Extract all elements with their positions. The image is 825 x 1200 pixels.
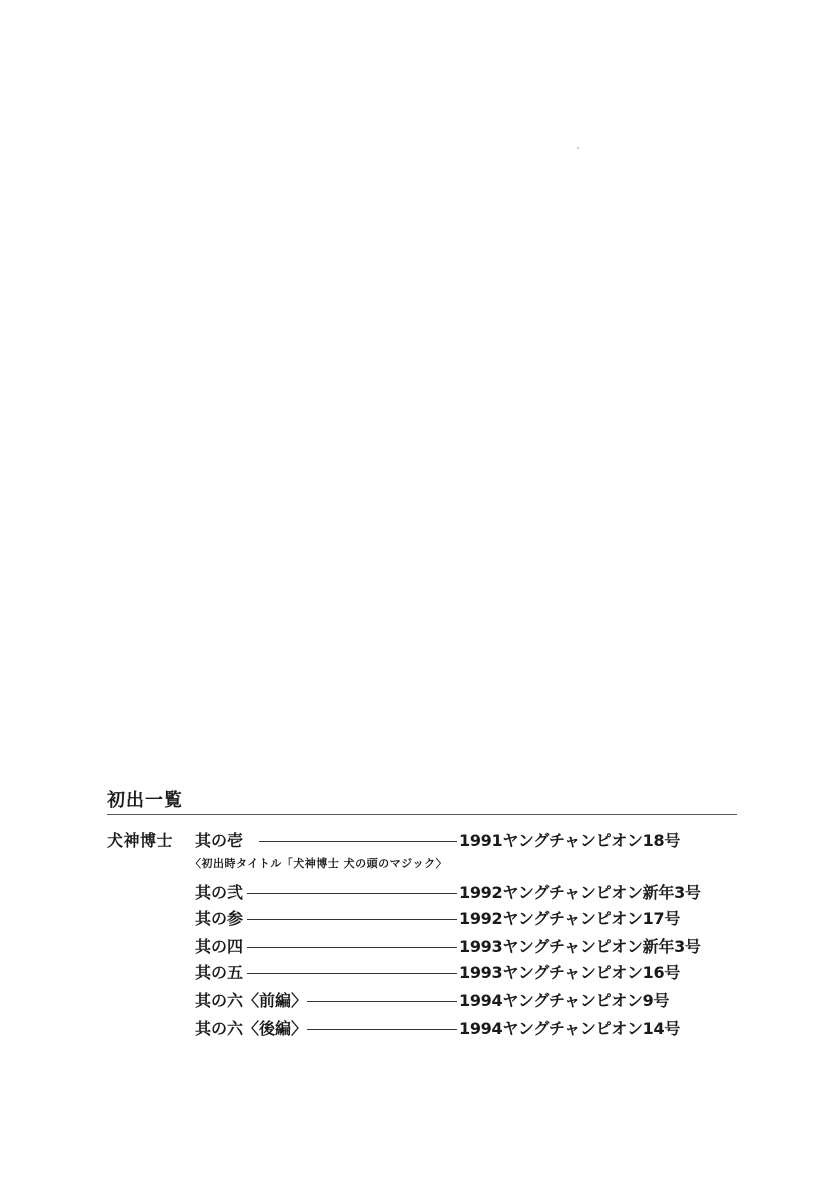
issue-info: 1994ヤングチャンピオン14号 — [459, 1019, 681, 1038]
chapter-title: 其の五 — [195, 963, 244, 982]
scan-speck — [577, 147, 579, 149]
leader-line — [247, 893, 457, 894]
publication-entry — [195, 935, 755, 959]
publication-entry — [195, 1017, 755, 1041]
issue-info: 1991ヤングチャンピオン18号 — [459, 831, 681, 850]
chapter-title: 其の六〈前編〉 — [195, 991, 308, 1010]
leader-line — [247, 947, 457, 948]
issue-info: 1993ヤングチャンピオン新年3号 — [459, 937, 701, 956]
chapter-title: 其の六〈後編〉 — [195, 1019, 308, 1038]
publication-entry — [195, 829, 755, 853]
chapter-title: 其の壱 — [195, 831, 244, 850]
issue-info: 1992ヤングチャンピオン新年3号 — [459, 883, 701, 902]
publication-entry — [195, 989, 755, 1013]
publication-entry — [195, 907, 755, 931]
chapter-title: 其の参 — [195, 909, 244, 928]
leader-line — [307, 1029, 457, 1030]
chapter-title: 其の四 — [195, 937, 244, 956]
page-heading: 初出一覧 — [107, 790, 183, 811]
leader-line — [307, 1001, 457, 1002]
leader-line — [247, 919, 457, 920]
leader-line — [247, 973, 457, 974]
chapter-title: 其の弐 — [195, 883, 244, 902]
issue-info: 1994ヤングチャンピオン9号 — [459, 991, 670, 1010]
heading-underline — [107, 814, 737, 815]
original-title-note: 〈初出時タイトル「犬神博士 犬の頭のマジック〉 — [190, 857, 448, 870]
series-title: 犬神博士 — [107, 831, 174, 850]
leader-line — [259, 841, 457, 842]
publication-entry — [195, 961, 755, 985]
issue-info: 1993ヤングチャンピオン16号 — [459, 963, 681, 982]
publication-entry — [195, 881, 755, 905]
issue-info: 1992ヤングチャンピオン17号 — [459, 909, 681, 928]
